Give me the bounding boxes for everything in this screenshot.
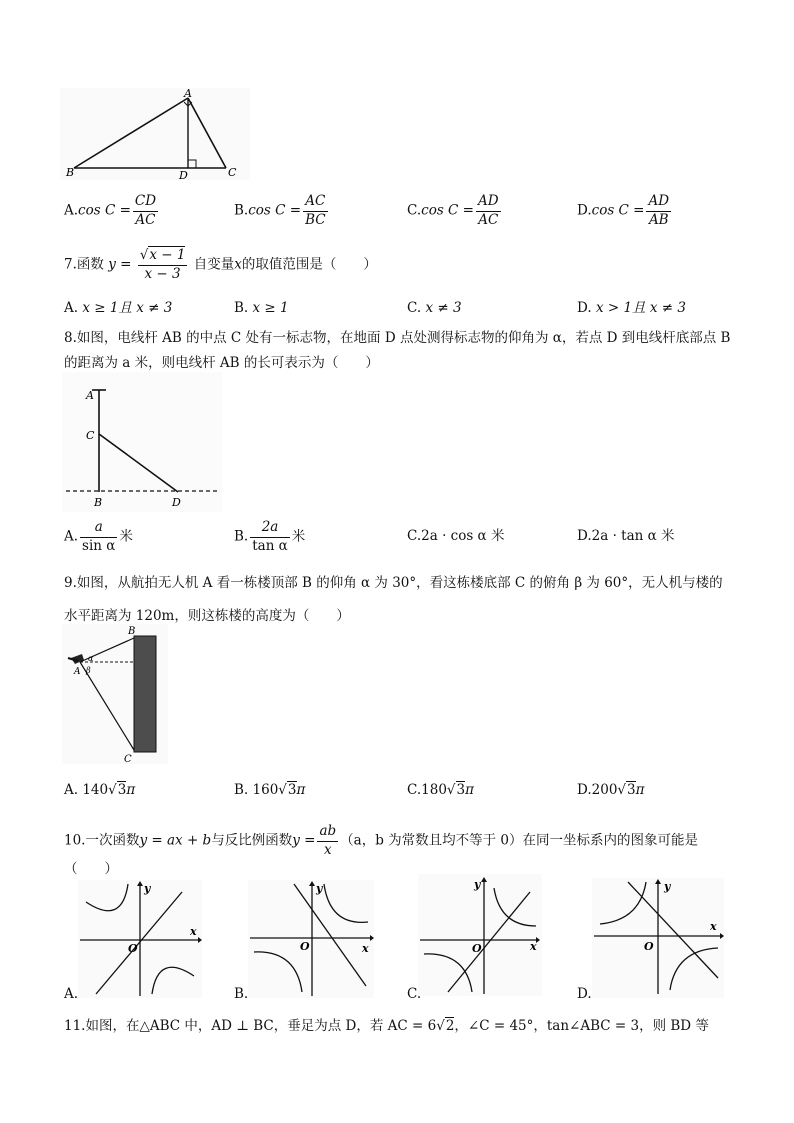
q10-graph-c-o: O [472,942,482,955]
q9-option-a[interactable]: A. 140√3π [64,782,136,798]
q6-option-a-fraction: $\frac{CD}{AC}$ [134,193,157,228]
q9-building [134,636,156,752]
q10-graph-a-o: O [128,942,138,955]
q8-label-b: B [94,496,103,509]
q10-graph-a[interactable] [78,880,202,998]
q9-label-a: A [74,667,81,677]
q9-label-alpha: α [88,654,94,663]
q6-option-d[interactable]: D.cos C = $\frac{AD}{AB}$ [577,193,670,228]
q8-option-a-fraction: $\frac{a}{\text{sin α}}$ [82,519,116,554]
q8-option-b-fraction: $\frac{2a}{\text{tan α}}$ [252,519,288,554]
q10-graph-a-x: x [190,925,197,938]
q10-graph-b-y: y [316,882,323,895]
q8-stem-line1: 8.如图，电线杆 AB 的中点 C 处有一标志物，在地面 D 点处测得标志物的仰角为 α，若点 D 到电线杆底部点 B [64,330,731,346]
q8-stem-line2: 的距离为 a 米，则电线杆 AB 的长可表示为（ ） [64,355,379,371]
q8-label-d: D [172,496,181,509]
q6-triangle-figure [60,88,250,180]
q11-stem: 11.如图，在△ABC 中，AD ⊥ BC，垂足为点 D，若 AC = 6√2，∠C = 45°，tan∠ABC = 3，则 BD 等 [64,1018,709,1034]
q10-graph-d[interactable] [592,878,724,998]
q10-option-c[interactable]: C. [407,986,422,1002]
q8-option-d[interactable]: D.2a · tan α 米 [577,528,675,544]
q10-graph-d-x: x [710,920,717,933]
q8-option-b[interactable]: B. $\frac{2a}{\text{tan α}}$ 米 [234,519,306,554]
q6-label-b: B [66,166,75,179]
q7-option-b[interactable]: B. x ≥ 1 [234,300,289,316]
q6-option-b-fraction: $\frac{AC}{BC}$ [305,193,326,228]
q10-option-d[interactable]: D. [577,986,592,1002]
q10-graph-d-y: y [664,880,671,893]
q6-option-c[interactable]: C.cos C = $\frac{AD}{AC}$ [407,193,499,228]
q10-stem-line2: （ ） [64,861,118,877]
q7-option-a[interactable]: A. x ≥ 1且 x ≠ 3 [64,300,173,316]
q9-drone-figure [62,624,168,764]
q9-stem-line2: 水平距离为 120m，则这栋楼的高度为（ ） [64,608,350,624]
q8-label-c: C [86,429,95,442]
q9-label-beta: β [86,666,91,675]
q10-graph-b-x: x [362,942,369,955]
q6-label-c: C [228,166,237,179]
q6-label-a: A [184,88,192,100]
q8-option-a[interactable]: A. $\frac{a}{\text{sin α}}$ 米 [64,519,133,554]
q9-stem-line1: 9.如图，从航拍无人机 A 看一栋楼顶部 B 的仰角 α 为 30°，看这栋楼底部 C 的俯角 β 为 60°，无人机与楼的 [64,575,723,591]
q7-stem: 7.函数 y = $\frac{√x - 1}{x - 3}$ 自变量x的取值范围是（ ） [64,247,377,282]
q8-pole-figure [62,372,222,512]
q9-label-b: B [128,626,136,637]
q10-graph-d-o: O [644,940,654,953]
q7-fraction: $\frac{√x - 1}{x - 3}$ [139,247,186,282]
q10-stem-line1: 10.一次函数y = ax + b与反比例函数y = $\frac{ab}{x}$ （a，b 为常数且均不等于 0）在同一坐标系内的图象可能是 [64,823,699,858]
q9-label-c: C [124,754,132,764]
q10-graph-b-o: O [300,940,310,953]
q6-option-b[interactable]: B.cos C = $\frac{AC}{BC}$ [234,193,326,228]
q10-graph-c[interactable] [418,874,542,996]
q6-label-d: D [179,169,188,180]
q8-option-c[interactable]: C.2a · cos α 米 [407,528,505,544]
q8-label-a: A [86,389,94,402]
q9-option-d[interactable]: D.200√3π [577,782,645,798]
q10-graph-a-y: y [144,882,151,895]
q10-graph-c-y: y [474,878,481,891]
q6-option-c-fraction: $\frac{AD}{AC}$ [477,193,499,228]
q7-option-d[interactable]: D. x > 1且 x ≠ 3 [577,300,686,316]
q9-option-c[interactable]: C.180√3π [407,782,474,798]
q9-option-b[interactable]: B. 160√3π [234,782,306,798]
q10-graph-c-x: x [530,940,537,953]
q10-graph-b[interactable] [248,880,374,998]
q10-fraction: $\frac{ab}{x}$ [319,823,337,858]
q10-option-a[interactable]: A. [64,986,79,1002]
q7-option-c[interactable]: C. x ≠ 3 [407,300,462,316]
q6-option-a[interactable]: A.cos C = $\frac{CD}{AC}$ [64,193,157,228]
q6-option-d-fraction: $\frac{AD}{AB}$ [648,193,670,228]
q10-option-b[interactable]: B. [234,986,249,1002]
